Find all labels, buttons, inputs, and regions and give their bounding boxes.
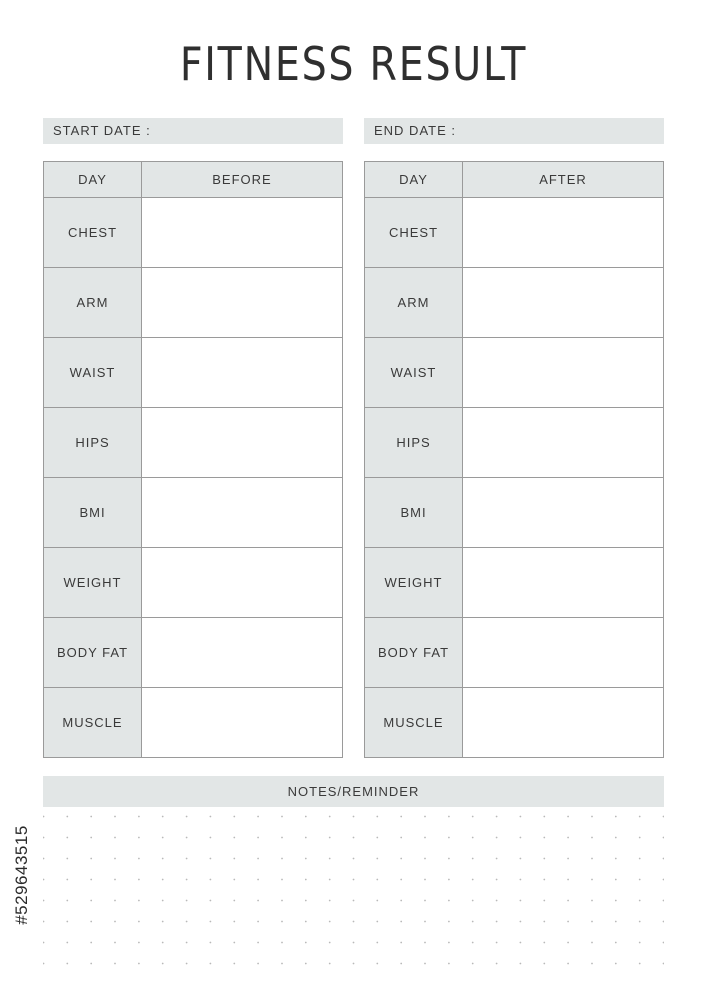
grid-dot [353,816,355,818]
notes-dot-grid[interactable] [43,815,664,965]
grid-dot [162,858,164,860]
grid-dot [90,942,92,944]
grid-dot [663,963,664,965]
before-bmi-cell[interactable] [142,478,343,548]
grid-dot [162,900,164,902]
grid-dot [305,879,307,881]
grid-dot [281,921,283,923]
grid-dot [543,837,545,839]
grid-dot [472,879,474,881]
row-label-waist: WAIST [44,338,142,408]
grid-dot [496,942,498,944]
grid-dot [66,816,68,818]
grid-dot [138,900,140,902]
grid-dot [567,921,569,923]
grid-dot [233,858,235,860]
grid-dot [233,816,235,818]
grid-dot [66,921,68,923]
grid-dot [520,837,522,839]
grid-dot [448,963,450,965]
grid-dot [162,921,164,923]
grid-dot [400,879,402,881]
grid-dot [43,921,44,923]
before-chest-cell[interactable] [142,198,343,268]
grid-dot [43,900,44,902]
grid-dot [210,942,212,944]
grid-dot [90,963,92,965]
grid-dot [329,837,331,839]
grid-dot [639,921,641,923]
row-label-bmi: BMI [44,478,142,548]
grid-dot [233,942,235,944]
grid-dot [329,858,331,860]
grid-dot [448,858,450,860]
grid-dot [424,837,426,839]
grid-dot [424,921,426,923]
grid-dot [400,921,402,923]
grid-dot [448,816,450,818]
grid-dot [210,900,212,902]
before-weight-cell[interactable] [142,548,343,618]
grid-dot [329,879,331,881]
table-row [365,478,664,548]
grid-dot [305,816,307,818]
grid-dot [567,816,569,818]
grid-dot [376,942,378,944]
notes-header: NOTES/REMINDER [43,776,664,807]
table-header-row [44,162,343,198]
grid-dot [543,942,545,944]
grid-dot [66,963,68,965]
table-row [365,548,664,618]
before-header: BEFORE [142,162,343,198]
grid-dot [186,879,188,881]
stock-id-text: #529643515 [12,825,31,925]
grid-dot [376,858,378,860]
grid-dot [543,879,545,881]
grid-dot [567,837,569,839]
grid-dot [400,837,402,839]
grid-dot [305,900,307,902]
grid-dot [615,858,617,860]
grid-dot [567,963,569,965]
grid-dot [448,879,450,881]
grid-dot [472,921,474,923]
grid-dot [567,900,569,902]
grid-dot [138,963,140,965]
grid-dot [591,816,593,818]
grid-dot [424,963,426,965]
grid-dot [639,858,641,860]
grid-dot [472,816,474,818]
end-date-label: END DATE : [374,123,456,138]
grid-dot [233,879,235,881]
grid-dot [43,879,44,881]
table-row [44,268,343,338]
after-hips-cell[interactable] [463,408,664,478]
grid-dot [114,963,116,965]
before-body-fat-cell[interactable] [142,618,343,688]
grid-dot [520,858,522,860]
grid-dot [138,942,140,944]
row-label-waist: WAIST [365,338,463,408]
after-chest-cell[interactable] [463,198,664,268]
grid-dot [186,963,188,965]
grid-dot [210,963,212,965]
grid-dot [639,837,641,839]
row-label-muscle: MUSCLE [44,688,142,758]
grid-dot [114,900,116,902]
grid-dot [639,963,641,965]
start-date-label: START DATE : [53,123,151,138]
after-muscle-cell[interactable] [463,688,664,758]
grid-dot [400,858,402,860]
grid-dot [615,879,617,881]
grid-dot [472,837,474,839]
grid-dot [639,942,641,944]
after-bmi-cell[interactable] [463,478,664,548]
grid-dot [281,816,283,818]
table-row [44,618,343,688]
row-label-body-fat: BODY FAT [44,618,142,688]
grid-dot [162,942,164,944]
grid-dot [400,963,402,965]
grid-dot [186,900,188,902]
grid-dot [138,858,140,860]
grid-dot [43,858,44,860]
grid-dot [353,900,355,902]
grid-dot [424,879,426,881]
grid-dot [353,963,355,965]
grid-dot [90,858,92,860]
grid-dot [496,837,498,839]
row-label-chest: CHEST [365,198,463,268]
grid-dot [90,816,92,818]
grid-dot [448,921,450,923]
grid-dot [400,900,402,902]
grid-dot [400,816,402,818]
before-arm-cell[interactable] [142,268,343,338]
grid-dot [305,837,307,839]
grid-dot [448,900,450,902]
grid-dot [353,942,355,944]
grid-dot [591,879,593,881]
grid-dot [591,963,593,965]
grid-dot [186,858,188,860]
table-row [365,198,664,268]
grid-dot [615,942,617,944]
grid-dot [186,942,188,944]
grid-dot [90,837,92,839]
grid-dot [376,900,378,902]
grid-dot [520,816,522,818]
grid-dot [233,921,235,923]
grid-dot [257,921,259,923]
grid-dot [162,879,164,881]
table-row [365,688,664,758]
grid-dot [663,858,664,860]
grid-dot [376,837,378,839]
day-header: DAY [365,162,463,198]
grid-dot [305,858,307,860]
grid-dot [472,963,474,965]
grid-dot [210,837,212,839]
grid-dot [591,858,593,860]
grid-dot [615,921,617,923]
grid-dot [43,963,44,965]
grid-dot [639,816,641,818]
table-row [365,618,664,688]
grid-dot [43,942,44,944]
grid-dot [567,858,569,860]
grid-dot [66,858,68,860]
grid-dot [281,837,283,839]
grid-dot [472,858,474,860]
grid-dot [138,879,140,881]
grid-dot [186,837,188,839]
grid-dot [329,816,331,818]
grid-dot [281,942,283,944]
start-date-field[interactable] [43,118,343,144]
grid-dot [353,837,355,839]
row-label-weight: WEIGHT [44,548,142,618]
grid-dot [663,942,664,944]
grid-dot [567,879,569,881]
grid-dot [639,879,641,881]
grid-dot [496,921,498,923]
grid-dot [329,942,331,944]
page-title: FITNESS RESULT [179,37,528,91]
grid-dot [376,816,378,818]
grid-dot [257,963,259,965]
grid-dot [257,942,259,944]
grid-dot [162,963,164,965]
before-measurements-table [43,161,343,758]
grid-dot [591,921,593,923]
stock-id-watermark [12,764,32,986]
grid-dot [210,879,212,881]
grid-dot [520,963,522,965]
grid-dot [186,921,188,923]
row-label-hips: HIPS [44,408,142,478]
grid-dot [305,942,307,944]
after-header: AFTER [463,162,664,198]
after-waist-cell[interactable] [463,338,664,408]
grid-dot [233,900,235,902]
grid-dot [663,837,664,839]
grid-dot [43,837,44,839]
grid-dot [567,942,569,944]
grid-dot [520,900,522,902]
table-row [44,198,343,268]
grid-dot [448,837,450,839]
grid-dot [90,879,92,881]
grid-dot [210,858,212,860]
grid-dot [663,879,664,881]
grid-dot [66,837,68,839]
grid-dot [472,942,474,944]
grid-dot [424,858,426,860]
table-row [44,688,343,758]
grid-dot [496,879,498,881]
grid-dot [591,900,593,902]
grid-dot [329,963,331,965]
grid-dot [281,900,283,902]
end-date-field[interactable] [364,118,664,144]
grid-dot [138,837,140,839]
table-row [44,408,343,478]
after-measurements-table [364,161,664,758]
grid-dot [257,879,259,881]
grid-dot [43,816,44,818]
grid-dot [114,921,116,923]
grid-dot [376,963,378,965]
row-label-weight: WEIGHT [365,548,463,618]
grid-dot [353,858,355,860]
grid-dot [305,921,307,923]
grid-dot [281,879,283,881]
grid-dot [520,942,522,944]
grid-dot [615,816,617,818]
grid-dot [591,942,593,944]
grid-dot [376,879,378,881]
grid-dot [615,963,617,965]
table-row [365,338,664,408]
grid-dot [400,942,402,944]
grid-dot [257,858,259,860]
grid-dot [543,963,545,965]
after-weight-cell[interactable] [463,548,664,618]
after-arm-cell[interactable] [463,268,664,338]
grid-dot [496,900,498,902]
after-body-fat-cell[interactable] [463,618,664,688]
grid-dot [233,837,235,839]
grid-dot [257,837,259,839]
row-label-chest: CHEST [44,198,142,268]
row-label-bmi: BMI [365,478,463,548]
table-header-row [365,162,664,198]
grid-dot [66,942,68,944]
grid-dot [663,921,664,923]
grid-dot [138,816,140,818]
grid-dot [329,900,331,902]
grid-dot [90,921,92,923]
grid-dot [114,879,116,881]
grid-dot [114,858,116,860]
grid-dot [591,837,593,839]
grid-dot [496,816,498,818]
grid-dot [424,816,426,818]
grid-dot [114,942,116,944]
before-waist-cell[interactable] [142,338,343,408]
grid-dot [543,858,545,860]
grid-dot [66,879,68,881]
grid-dot [329,921,331,923]
table-row [44,548,343,618]
grid-dot [138,921,140,923]
row-label-hips: HIPS [365,408,463,478]
table-row [44,478,343,548]
grid-dot [376,921,378,923]
row-label-arm: ARM [44,268,142,338]
grid-dot [210,816,212,818]
grid-dot [353,921,355,923]
grid-dot [543,816,545,818]
grid-dot [186,816,188,818]
row-label-body-fat: BODY FAT [365,618,463,688]
grid-dot [496,963,498,965]
grid-dot [281,963,283,965]
grid-dot [353,879,355,881]
table-row [365,408,664,478]
grid-dot [210,921,212,923]
table-row [44,338,343,408]
grid-dot [233,963,235,965]
grid-dot [257,816,259,818]
grid-dot [114,816,116,818]
table-row [365,268,664,338]
grid-dot [615,837,617,839]
day-header: DAY [44,162,142,198]
grid-dot [663,900,664,902]
grid-dot [496,858,498,860]
grid-dot [472,900,474,902]
grid-dot [520,921,522,923]
row-label-muscle: MUSCLE [365,688,463,758]
grid-dot [520,879,522,881]
grid-dot [305,963,307,965]
grid-dot [639,900,641,902]
grid-dot [66,900,68,902]
before-hips-cell[interactable] [142,408,343,478]
grid-dot [424,900,426,902]
grid-dot [257,900,259,902]
grid-dot [162,837,164,839]
grid-dot [90,900,92,902]
grid-dot [114,837,116,839]
grid-dot [663,816,664,818]
grid-dot [448,942,450,944]
grid-dot [424,942,426,944]
before-muscle-cell[interactable] [142,688,343,758]
grid-dot [543,921,545,923]
grid-dot [543,900,545,902]
grid-dot [162,816,164,818]
grid-dot [281,858,283,860]
grid-dot [615,900,617,902]
row-label-arm: ARM [365,268,463,338]
